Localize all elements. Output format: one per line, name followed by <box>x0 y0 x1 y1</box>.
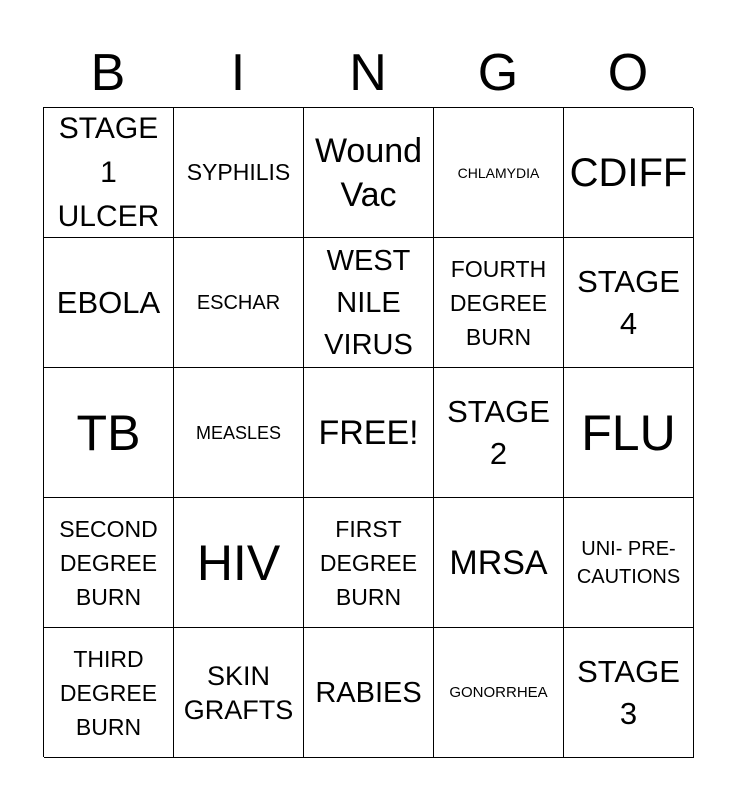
bingo-cell-r2-c4[interactable] <box>434 238 564 368</box>
cell-label: STAGE 1 ULCER <box>57 111 160 233</box>
cell-label: THIRD DEGREE BURN <box>59 645 158 740</box>
cell-label: MRSA <box>449 543 548 582</box>
cell-label: STAGE 3 <box>577 653 680 731</box>
header-letter-g: G <box>477 44 519 102</box>
cell-label: GONORRHEA <box>449 683 548 701</box>
bingo-header <box>43 44 693 102</box>
header-letter-o: O <box>607 44 649 102</box>
bingo-cell-r3-c3[interactable] <box>304 368 434 498</box>
bingo-cell-r5-c4[interactable] <box>434 628 564 758</box>
cell-label: HIV <box>196 534 281 591</box>
bingo-cell-r4-c5[interactable] <box>564 498 694 628</box>
bingo-board <box>43 107 693 757</box>
bingo-cell-r2-c3[interactable] <box>304 238 434 368</box>
cell-label: SECOND DEGREE BURN <box>59 515 158 610</box>
bingo-cell-r2-c5[interactable] <box>564 238 694 368</box>
bingo-cell-r1-c2[interactable] <box>174 108 304 238</box>
bingo-cell-r4-c4[interactable] <box>434 498 564 628</box>
cell-label: SYPHILIS <box>186 159 291 185</box>
cell-label: EBOLA <box>56 284 161 320</box>
header-letter-n: N <box>349 44 387 102</box>
cell-label: ESCHAR <box>196 291 281 314</box>
header-letter-b: B <box>90 44 126 102</box>
cell-label: CDIFF <box>569 150 688 195</box>
cell-label: FLU <box>581 404 676 461</box>
cell-label: FIRST DEGREE BURN <box>319 515 418 610</box>
bingo-cell-r3-c5[interactable] <box>564 368 694 498</box>
bingo-cell-r1-c4[interactable] <box>434 108 564 238</box>
bingo-cell-r4-c3[interactable] <box>304 498 434 628</box>
bingo-cell-r4-c2[interactable] <box>174 498 304 628</box>
bingo-cell-r4-c1[interactable] <box>44 498 174 628</box>
bingo-cell-r3-c4[interactable] <box>434 368 564 498</box>
cell-label: STAGE 2 <box>447 393 550 471</box>
bingo-cell-r1-c3[interactable] <box>304 108 434 238</box>
cell-label: STAGE 4 <box>577 263 680 341</box>
bingo-cell-r2-c1[interactable] <box>44 238 174 368</box>
bingo-cell-r1-c5[interactable] <box>564 108 694 238</box>
cell-label: RABIES <box>315 676 422 709</box>
cell-label: CHLAMYDIA <box>457 164 540 181</box>
bingo-cell-r2-c2[interactable] <box>174 238 304 368</box>
cell-label: SKIN GRAFTS <box>183 660 294 725</box>
bingo-cell-r1-c1[interactable] <box>44 108 174 238</box>
cell-label: MEASLES <box>195 422 282 443</box>
bingo-cell-r5-c5[interactable] <box>564 628 694 758</box>
cell-label: TB <box>76 404 141 461</box>
cell-label: WEST NILE VIRUS <box>324 244 413 361</box>
cell-label: UNI- PRE- CAUTIONS <box>576 537 681 588</box>
cell-label: Wound Vac <box>314 131 423 214</box>
cell-label: FOURTH DEGREE BURN <box>449 255 548 350</box>
bingo-cell-r3-c1[interactable] <box>44 368 174 498</box>
bingo-cell-r3-c2[interactable] <box>174 368 304 498</box>
cell-label: FREE! <box>318 413 419 452</box>
bingo-cell-r5-c2[interactable] <box>174 628 304 758</box>
bingo-cell-r5-c3[interactable] <box>304 628 434 758</box>
bingo-cell-r5-c1[interactable] <box>44 628 174 758</box>
header-letter-i: I <box>230 44 246 102</box>
